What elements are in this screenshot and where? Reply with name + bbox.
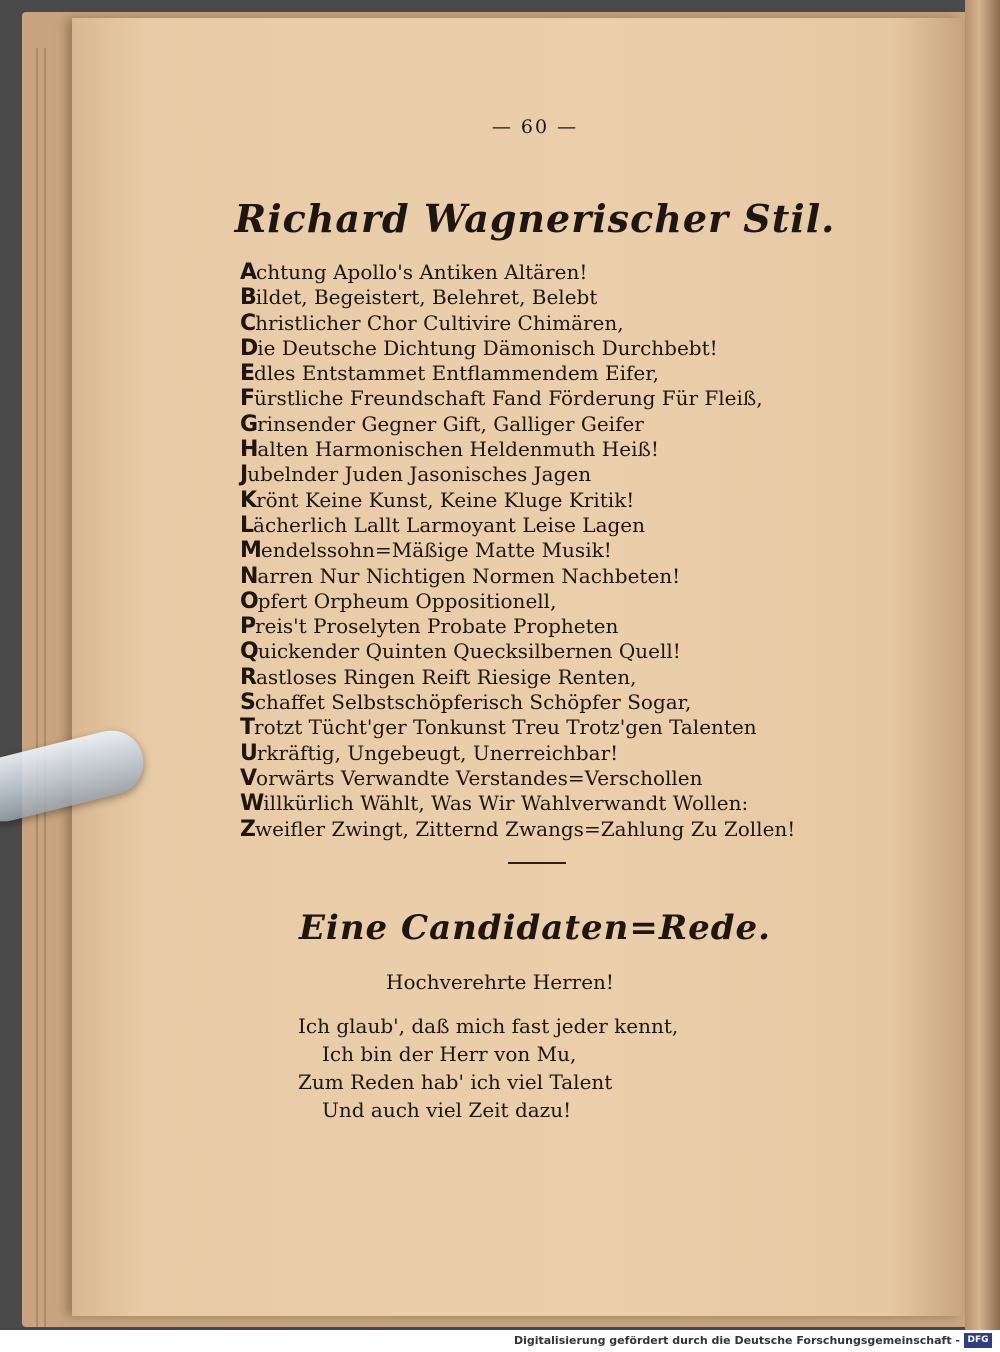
verse-line: Ich bin der Herr von Mu,	[322, 1042, 577, 1066]
dfg-logo: DFG	[964, 1333, 992, 1348]
poem-line	[240, 614, 860, 639]
poem-line-initial: V	[240, 765, 257, 791]
poem-line-initial: Q	[240, 639, 258, 665]
poem-line-initial: H	[240, 437, 258, 463]
verse-line: Und auch viel Zeit dazu!	[322, 1098, 572, 1122]
footer-credit: Digitalisierung gefördert durch die Deutsche Forschungsgemeinschaft -	[513, 1334, 960, 1347]
poem-line-initial: P	[240, 614, 256, 640]
poem-line	[240, 589, 860, 614]
poem-line	[240, 665, 860, 690]
poem-line	[240, 336, 860, 361]
poem-line-text: alten Harmonischen Heldenmuth Heiß!	[257, 437, 659, 462]
poem-line-initial: S	[240, 690, 255, 716]
poem-line-text: reis't Proselyten Probate Propheten	[255, 614, 619, 639]
page-number: — 60 —	[491, 116, 579, 138]
poem-line-initial: U	[240, 740, 257, 766]
poem-line-text: ildet, Begeistert, Belehret, Belebt	[255, 285, 598, 310]
second-title: Eine Candidaten=Rede.	[299, 908, 771, 948]
poem-line-text: arren Nur Nichtigen Normen Nachbeten!	[257, 563, 681, 588]
poem-line-initial: R	[240, 664, 256, 690]
poem-line-initial: E	[240, 361, 255, 387]
poem-line-text: dles Entstammet Entflammendem Eifer,	[254, 361, 659, 386]
poem-line	[240, 513, 860, 538]
poem-line-text: weifler Zwingt, Zitternd Zwangs=Zahlung Zu Zollen!	[254, 816, 796, 841]
poem-line	[240, 437, 860, 462]
poem-line-initial: W	[240, 791, 264, 817]
poem-line-initial: J	[240, 462, 248, 488]
poem-line-text: rinsender Gegner Gift, Galliger Geifer	[257, 411, 644, 436]
poem-line-text: ürstliche Freundschaft Fand Förderung Für Fleiß,	[254, 386, 763, 411]
poem-line	[240, 639, 860, 664]
poem-line-text: ächerlich Lallt Larmoyant Leise Lagen	[253, 512, 646, 537]
poem-line	[240, 538, 860, 563]
poem-line	[240, 766, 860, 791]
footer	[0, 1330, 1000, 1352]
poem-line-initial: G	[240, 411, 258, 437]
salutation: Hochverehrte Herren!	[386, 970, 614, 994]
poem-line	[240, 311, 860, 336]
poem-line	[240, 361, 860, 386]
poem-line-text: orwärts Verwandte Verstandes=Verschollen	[256, 765, 703, 790]
poem-line	[240, 741, 860, 766]
poem-line-text: rkräftig, Ungebeugt, Unerreichbar!	[256, 740, 619, 765]
poem-line-initial: A	[240, 260, 257, 285]
poem-line-text: hristlicher Chor Cultivire Chimären,	[255, 310, 624, 335]
poem-line-text: pfert Orpheum Oppositionell,	[257, 588, 557, 613]
poem-line-text: ubelnder Juden Jasonisches Jagen	[247, 462, 592, 487]
poem-line	[240, 690, 860, 715]
poem-line-initial: C	[240, 310, 256, 336]
poem-line-initial: N	[240, 563, 258, 589]
poem-line-text: ie Deutsche Dichtung Dämonisch Durchbebt!	[257, 335, 718, 360]
poem-line	[240, 260, 860, 285]
poem-line-initial: L	[240, 512, 254, 538]
poem-line	[240, 412, 860, 437]
poem-line-text: astloses Ringen Reift Riesige Renten,	[255, 664, 637, 689]
poem-line-initial: B	[240, 285, 256, 311]
poem-line	[240, 285, 860, 310]
poem-line-text: endelssohn=Mäßige Matte Musik!	[260, 538, 612, 563]
poem-line-initial: F	[240, 386, 255, 412]
poem-line-initial: O	[240, 588, 258, 614]
poem-line-text: illkürlich Wählt, Was Wir Wahlverwandt Wollen:	[263, 791, 749, 816]
poem-line	[240, 715, 860, 740]
poem	[240, 260, 860, 842]
verse-line: Zum Reden hab' ich viel Talent	[298, 1070, 613, 1094]
poem-line	[240, 488, 860, 513]
poem-line	[240, 462, 860, 487]
poem-line	[240, 791, 860, 816]
poem-line-initial: D	[240, 335, 258, 361]
poem-line-initial: K	[240, 487, 257, 513]
poem-title: Richard Wagnerischer Stil.	[234, 196, 836, 241]
poem-line-initial: M	[240, 538, 261, 564]
poem-line	[240, 564, 860, 589]
section-divider	[508, 862, 566, 864]
poem-line-text: rotzt Tücht'ger Tonkunst Treu Trotz'gen Talenten	[254, 715, 757, 740]
verse-line: Ich glaub', daß mich fast jeder kennt,	[298, 1014, 679, 1038]
poem-line-text: chaffet Selbstschöpferisch Schöpfer Sogar,	[254, 690, 692, 715]
poem-line-text: rönt Keine Kunst, Keine Kluge Kritik!	[256, 487, 635, 512]
poem-line-initial: Z	[240, 816, 255, 842]
poem-line	[240, 817, 860, 842]
poem-line-text: chtung Apollo's Antiken Altären!	[256, 260, 588, 284]
poem-line-text: uickender Quinten Quecksilbernen Quell!	[257, 639, 681, 664]
poem-line-initial: T	[240, 715, 255, 741]
verse	[298, 1012, 718, 1124]
poem-line	[240, 386, 860, 411]
